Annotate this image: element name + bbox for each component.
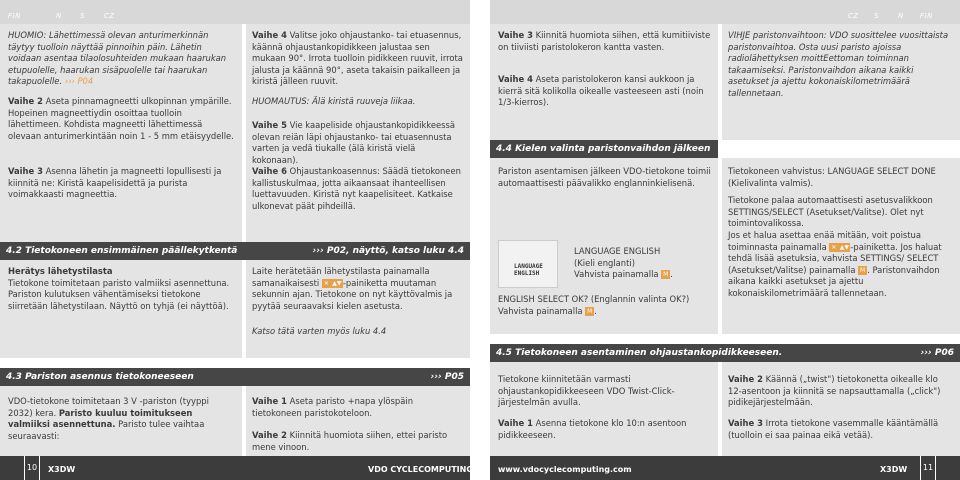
page-number-left: 10 (24, 456, 40, 480)
wakeup-instruction: Laite herätetään lähetystilasta painamalla samanaikaisesti ✕ ▲▼-painiketta muutaman sekunnin ajan. Tietokone on nyt käyttövalmis ja pyytää seuraavaksi kielen asetusta. (252, 266, 453, 311)
battery-step-2: Vaihe 2 Kiinnitä huomiota siihen, ettei paristo mene vinoon. (252, 430, 448, 452)
language-english-text: LANGUAGE ENGLISH (Kieli englanti) Vahvista painamalla M . (574, 246, 673, 280)
left-header-band (0, 0, 470, 24)
step-3-text: Vaihe 3 Asenna lähetin ja magneetti lopullisesti ja kiinnitä ne: Kiristä kaapelisidettä ja purista voimakkaasti magneettia. (8, 166, 222, 200)
mount-step-3: Vaihe 3 Irrota tietokone vasemmalle kääntämällä (tuolloin ei saa painaa eikä vetää). (728, 418, 939, 440)
column-gap (718, 24, 722, 140)
button-icon: ✕ (831, 243, 837, 251)
language-confirm-text: Tietokoneen vahvistus: LANGUAGE SELECT DONE (Kielivalinta valmis). Tietokone palaa automaattisesti asetusvalikkoon SETTINGS/SELECT (Asetukset/Valitse). Olet nyt toimintovalikossa. Jos et halua asettaa enää mitään, voit poistua toiminnasta painamalla ✕ ▲▼-painiketta. Jos haluat tehdä lisää asetuksia, vahvista SETTINGS/ SELECT (Asetukset/Valitse) painamalla M . Paristonvaihdon aikana kaikki asetukset ja ajettu kokonaiskilometrimäärä tallennetaan. (728, 166, 942, 298)
lang-tab-s-r: S (874, 12, 879, 20)
mount-step-2: Vaihe 2 Käännä („twist") tietokonetta oikealle klo 12-asentoon ja kiinnitä se napsauttamalla („click") pidikejärjestelmään. (728, 374, 941, 408)
note-text: HUOMAUTUS: Älä kiristä ruuveja liikaa. (252, 96, 416, 106)
button-icon: ✕ (323, 279, 329, 287)
m-button-icon: M (860, 266, 866, 274)
arrow-button-icon: ▲▼ (839, 243, 849, 251)
column-gap (718, 362, 722, 456)
battery-step-1: Vaihe 1 Aseta paristo +napa ylöspäin tietokoneen paristokoteloon. (252, 396, 414, 418)
section-4-2-header: 4.2 Tietokoneen ensimmäinen päällekytkentä ››› P02, näyttö, katso luku 4.4 (0, 242, 470, 260)
lang-tab-cz-r: CZ (848, 12, 859, 20)
wakeup-section: Herätys lähetystilasta Tietokone toimitetaan paristo valmiiksi asennettuna. Pariston kulutuksen vähentämiseksi tietokone siirretään lähetystilaan. Näyttö on tyhjä (ei näyttöä). (8, 266, 230, 311)
lang-tab-n-r: N (898, 12, 904, 20)
page-number-right: 11 (920, 456, 936, 480)
brand-footer: VDO CYCLECOMPUTING (368, 465, 473, 474)
lang-tab-s: S (80, 12, 85, 20)
battery-tip: VIHJE paristonvaihtoon: VDO suosittelee vuosittaista paristonvaihtoa. Osta uusi paristo ajoissa radiolähettyksen moittEettoman toiminnan takaamiseksi. Paristonvaihdon aikana kaikki asetukset ja ajettu kokonaiskilometrimäärä tallennetaan. (728, 30, 949, 98)
website-footer: www.vdocyclecomputing.com (498, 465, 632, 474)
model-left: X3DW (48, 465, 76, 474)
step-3-text: Vaihe 3 Kiinnitä huomiota siihen, että kumitiiviste on tiiviisti paristolokeron kantta vasten. (498, 30, 711, 52)
language-intro: Pariston asentamisen jälkeen VDO-tietokone toimii automaattisesti päävalikko englanninkielisenä. (498, 166, 711, 188)
note-text: HUOMIO: Lähettimessä olevan anturimerkinnän täytyy tuolloin näyttää pinnoihin päin. Lähetin voidaan asentaa tilaolosuhteiden mukaan haarukan etupuolelle, haarukan sisäpuolelle tai haarukan takapuolelle. ››› P04 (8, 30, 227, 87)
battery-intro: VDO-tietokone toimitetaan 3 V -pariston (tyyppi 2032) kera. Paristo kuuluu toimitukseen valmiiksi asennettuna. Paristo tulee vaihtaa seuraavasti: (8, 396, 209, 441)
model-right: X3DW (880, 465, 908, 474)
mount-intro: Tietokone kiinnitetään varmasti ohjaustankopidikkeeseen VDO Twist-Click-järjestelmän avulla. (498, 374, 675, 408)
column-gap (242, 260, 246, 358)
step-4-text: Vaihe 4 Aseta paristolokeron kansi aukkoon ja kierrä sitä kolikolla oikealle vasteeseen asti (noin 1/3-kierros). (498, 74, 704, 108)
lang-tab-fin-r: FIN (920, 12, 933, 20)
lang-tab-fin: FIN (8, 12, 21, 20)
m-button-icon: M (587, 307, 593, 315)
step-5-text: Vaihe 5 Vie kaapeliside ohjaustankopidikkeessä olevan reiän läpi ohjaustanko- tai etuasennusta varten ja vedä tiukalle (älä kiristä vielä kokonaan). (252, 120, 456, 165)
section-4-5-header: 4.5 Tietokoneen asentaminen ohjaustankopidikkeeseen. ››› P06 (490, 344, 960, 362)
arrow-button-icon: ▲▼ (332, 279, 342, 287)
mount-step-1: Vaihe 1 Asenna tietokone klo 10:n asentoon pidikkeeseen. (498, 418, 687, 440)
step-6-text: Vaihe 6 Ohjaustankoasennus: Säädä tietokoneen kallistuskulmaa, jotta aikaansaat ihanteellisen luettavuuden. Kiristä nyt kaapelisiteet. Katkaise ulkonevat päät pihdeillä. (252, 166, 461, 211)
column-gap (718, 158, 722, 334)
step-2-text: Vaihe 2 Aseta pinnamagneetti ulkopinnan ympärille. Hopeinen magneettiydin osoittaa tuolloin lähettimeen. Kohdista magneetti lähettimessä olevaan anturimerkintään noin 1 - 5 mm etäisyydelle. (8, 96, 234, 141)
section-4-4-header: 4.4 Kielen valinta paristonvaihdon jälkeen (490, 140, 718, 158)
lang-tab-n: N (56, 12, 62, 20)
column-gap (242, 386, 246, 456)
column-gap (242, 24, 246, 242)
lang-tab-cz: CZ (104, 12, 115, 20)
lcd-display-text: LANGUAGE ENGLISH (514, 263, 543, 277)
see-also-text: Katso tätä varten myös luku 4.4 (252, 326, 387, 336)
section-4-3-header: 4.3 Pariston asennus tietokoneeseen ››› P05 (0, 368, 470, 386)
m-button-icon: M (663, 271, 669, 279)
right-header-band (490, 0, 960, 24)
english-select-text: ENGLISH SELECT OK? (Englannin valinta OK?) Vahvista painamalla M . (498, 294, 690, 316)
step-4-text: Vaihe 4 Valitse joko ohjaustanko- tai etuasennus, käännä ohjaustankopidikkeen jalustaa sen mukaan 90°. Irrota tuolloin pidikkeen ruuvit, irrota jalusta ja käännä 90°, aseta takaisin paikalleen ja kiristä jälleen ruuvit. (252, 30, 463, 87)
